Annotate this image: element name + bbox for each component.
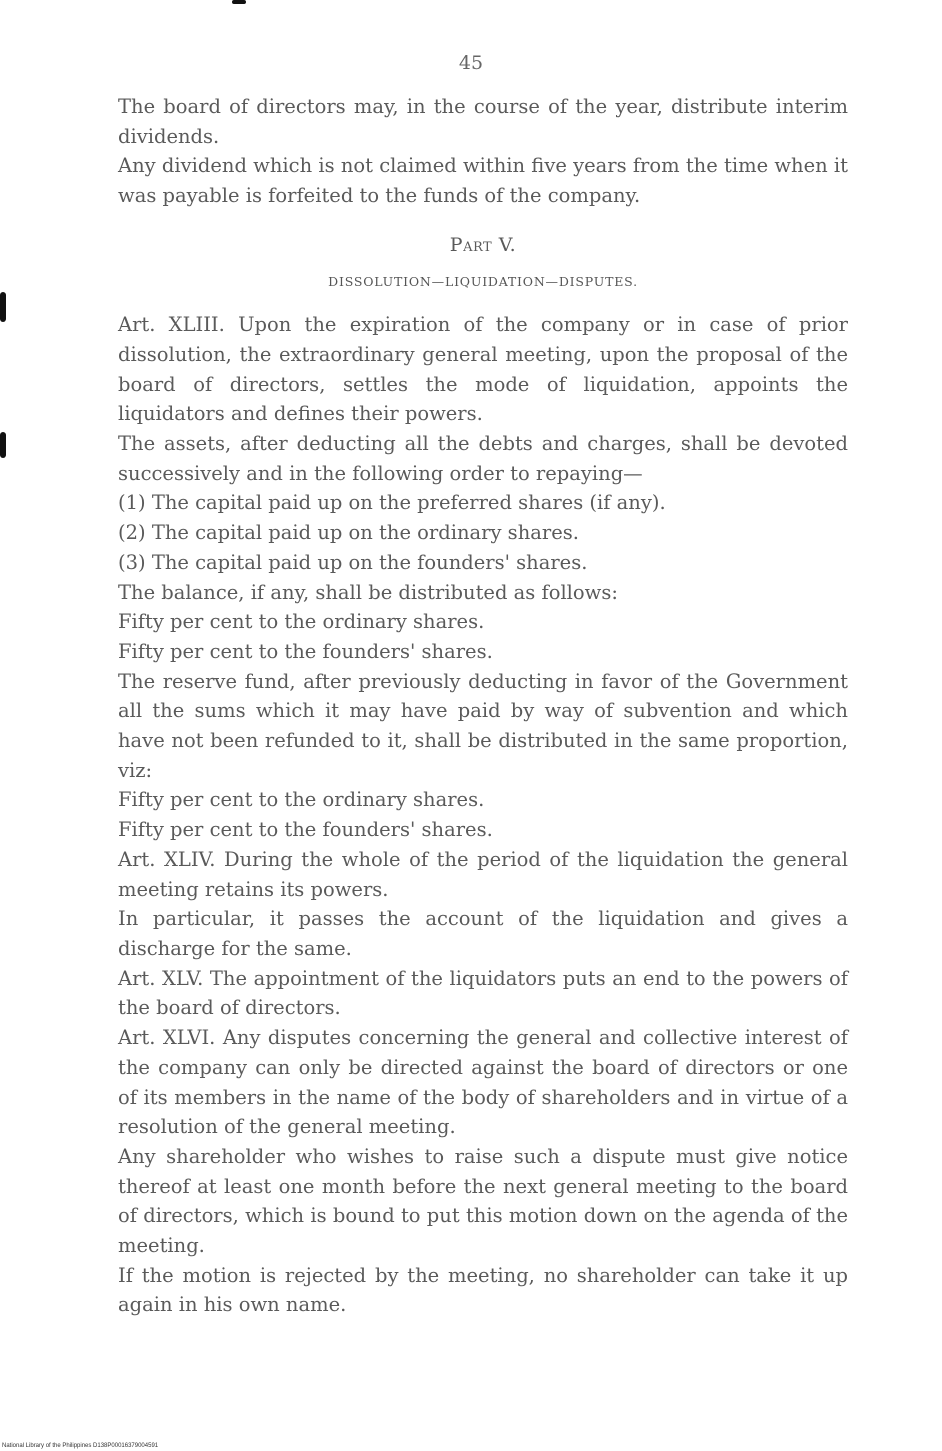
- scan-margin-mark: [0, 432, 6, 458]
- part-heading: Part V.: [449, 233, 517, 256]
- part-subheading: DISSOLUTION—LIQUIDATION—DISPUTES.: [328, 273, 638, 289]
- paragraph: The reserve fund, after previously deducting in favor of the Government all the sums which it may have paid by way of subvention and which have not been refunded to it, shall be distributed in the same proportion, viz:: [118, 669, 848, 782]
- scan-footer: National Library of the Philippines D138P00016379004591: [2, 1443, 159, 1449]
- article-paragraph: Art. XLIV. During the whole of the period of the liquidation the general meeting retains its powers.: [118, 847, 848, 901]
- article-paragraph: Art. XLV. The appointment of the liquidators puts an end to the powers of the board of directors.: [118, 966, 848, 1020]
- paragraph: Fifty per cent to the founders' shares.: [118, 818, 493, 842]
- article-paragraph: Art. XLVI. Any disputes concerning the general and collective interest of the company can only be directed against the board of directors or one of its members in the name of the body of shareholders and in virtue of a resolution of the general meeting.: [118, 1026, 848, 1139]
- paragraph: Any shareholder who wishes to raise such a dispute must give notice thereof at least one month before the next general meeting to the board of directors, which is bound to put this motion down on the agenda of the meeting.: [118, 1144, 848, 1258]
- paragraph: Fifty per cent to the ordinary shares.: [118, 788, 485, 812]
- page-body: [118, 92, 848, 1320]
- paragraph: Any dividend which is not claimed within five years from the time when it was payable is forfeited to the funds of the company.: [118, 154, 848, 208]
- page-number: 45: [458, 52, 484, 74]
- list-item: (3) The capital paid up on the founders' shares.: [118, 550, 588, 574]
- paragraph: Fifty per cent to the founders' shares.: [118, 639, 493, 663]
- list-item: (1) The capital paid up on the preferred shares (if any).: [118, 491, 666, 515]
- paragraph: The balance, if any, shall be distributed as follows:: [118, 580, 618, 604]
- list-item: (2) The capital paid up on the ordinary shares.: [118, 521, 579, 545]
- paragraph: Fifty per cent to the ordinary shares.: [118, 610, 485, 634]
- scan-margin-mark: [0, 292, 6, 322]
- paragraph: In particular, it passes the account of the liquidation and gives a discharge for the same.: [118, 907, 848, 960]
- article-paragraph: Art. XLIII. Upon the expiration of the company or in case of prior dissolution, the extraordinary general meeting, upon the proposal of the board of directors, settles the mode of liquidation, appoints the liquidators and defines their powers.: [118, 313, 848, 426]
- scan-margin-mark: [232, 0, 246, 4]
- paragraph: If the motion is rejected by the meeting, no shareholder can take it up again in his own name.: [118, 1263, 848, 1317]
- paragraph: The assets, after deducting all the debts and charges, shall be devoted successively and in the following order to repaying—: [118, 432, 848, 485]
- paragraph: The board of directors may, in the course of the year, distribute interim dividends.: [118, 95, 848, 148]
